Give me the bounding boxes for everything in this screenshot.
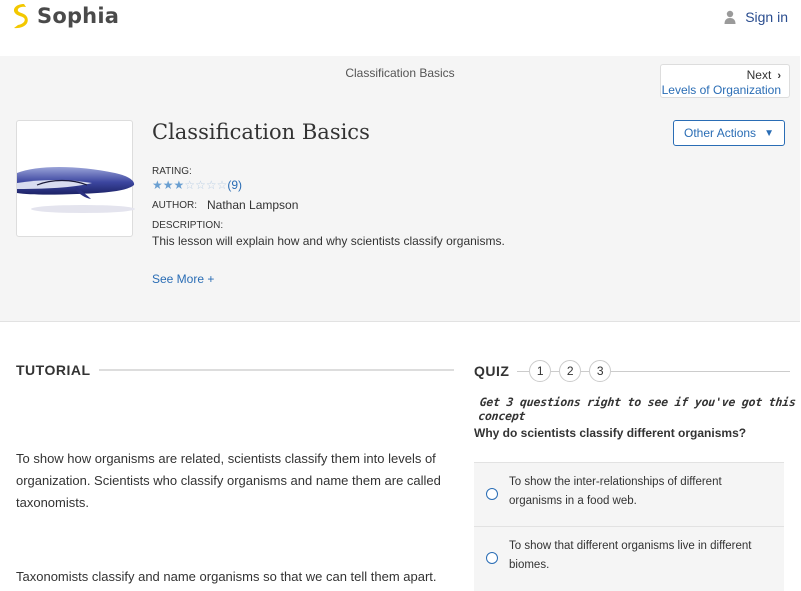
divider: [517, 371, 529, 372]
divider: [581, 371, 589, 372]
radio-button[interactable]: [486, 488, 498, 500]
tutorial-heading-label: TUTORIAL: [16, 362, 91, 378]
whale-image: [17, 121, 134, 238]
star-filled-icon[interactable]: ★: [173, 178, 185, 192]
divider: [551, 371, 559, 372]
star-filled-icon[interactable]: ★: [162, 178, 174, 192]
top-bar: [0, 0, 800, 36]
sophia-logo[interactable]: [10, 3, 119, 29]
brand-name: Sophia: [37, 4, 120, 28]
other-actions-label: Other Actions: [684, 126, 757, 140]
quiz-question-2[interactable]: 2: [559, 360, 581, 382]
next-label: Next: [746, 68, 772, 82]
tutorial-heading: [16, 362, 454, 378]
other-actions-button[interactable]: [673, 120, 785, 146]
lesson-header: [0, 56, 800, 322]
star-empty-icon[interactable]: ☆: [216, 178, 228, 192]
tutorial-paragraph: Taxonomists classify and name organisms so that we can tell them apart.: [16, 569, 437, 584]
see-more-link[interactable]: See More +: [152, 272, 215, 286]
next-lesson-button[interactable]: [660, 64, 790, 98]
quiz-question-text: Why do scientists classify different organisms?: [474, 426, 747, 440]
divider: [99, 369, 454, 371]
chevron-right-icon: ›: [777, 70, 781, 82]
answer-option[interactable]: [474, 462, 784, 527]
star-row: [152, 178, 227, 192]
breadcrumb-title: Classification Basics: [345, 66, 455, 80]
quiz-question-1[interactable]: 1: [529, 360, 551, 382]
quiz-question-3[interactable]: 3: [589, 360, 611, 382]
author-name: Nathan Lampson: [207, 198, 299, 212]
quiz-heading-label: QUIZ: [474, 363, 510, 379]
rating-stars[interactable]: [152, 178, 242, 192]
sign-in-link[interactable]: [723, 9, 788, 25]
star-empty-icon[interactable]: ☆: [184, 178, 196, 192]
description-text: This lesson will explain how and why scientists classify organisms.: [152, 234, 505, 248]
quiz-tagline: Get 3 questions right to see if you've got this concept: [477, 395, 797, 423]
next-lesson-title: Levels of Organization: [661, 83, 781, 97]
rating-label: RATING:: [152, 166, 192, 177]
radio-button[interactable]: [486, 552, 498, 564]
star-filled-icon[interactable]: ★: [152, 178, 163, 192]
tutorial-paragraph: To show how organisms are related, scientists classify them into levels of organization. Scientists who classify organisms and name them are called taxonomists.: [16, 451, 441, 510]
star-empty-icon[interactable]: ☆: [195, 178, 206, 192]
sign-in-label: Sign in: [745, 9, 788, 25]
lesson-thumbnail: [16, 120, 133, 237]
sophia-s-logo-icon: [10, 3, 32, 29]
answer-text: To show that different organisms live in different biomes.: [509, 540, 752, 571]
chevron-down-icon: ▼: [764, 127, 774, 139]
person-icon: [723, 10, 737, 24]
answer-option[interactable]: [474, 526, 784, 591]
lesson-title: Classification Basics: [152, 120, 370, 144]
description-label: DESCRIPTION:: [152, 220, 224, 231]
rating-count: (9): [227, 178, 243, 192]
answer-text: To show the inter-relationships of different organisms in a food web.: [509, 476, 722, 507]
star-empty-icon[interactable]: ☆: [205, 178, 217, 192]
divider: [611, 371, 790, 372]
author-label: AUTHOR:: [152, 200, 197, 211]
quiz-heading: [474, 360, 790, 382]
